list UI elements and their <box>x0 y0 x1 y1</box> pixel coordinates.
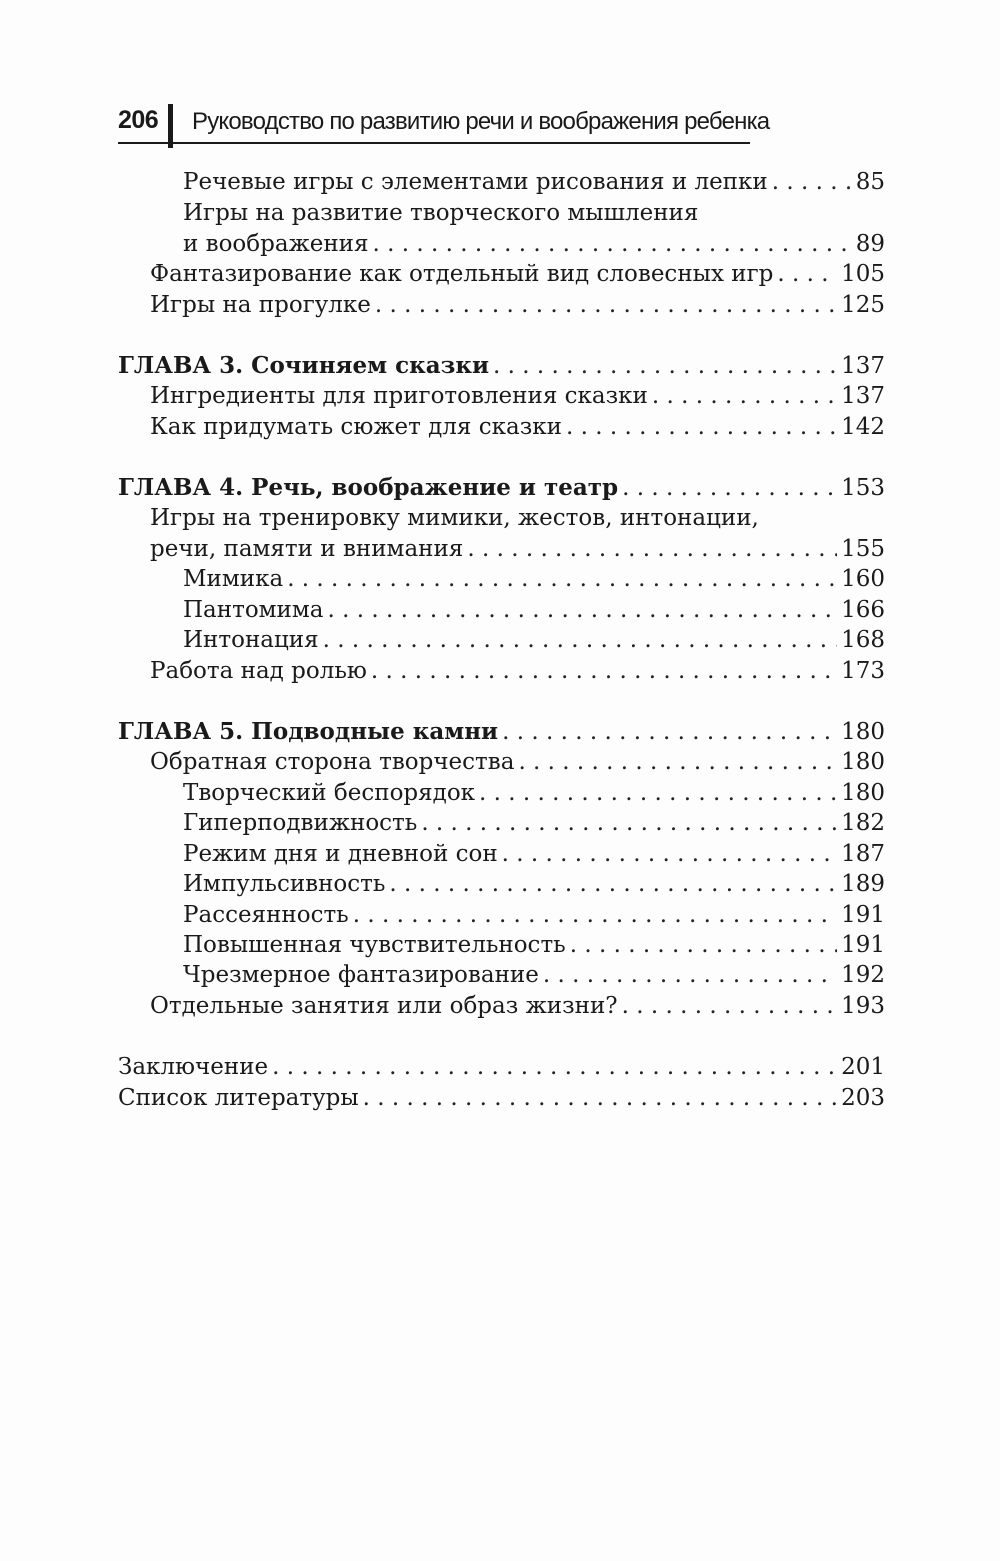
toc-entry[interactable] <box>150 290 885 320</box>
toc-entry-page: 173 <box>841 658 885 684</box>
toc-entry-page: 180 <box>841 749 885 775</box>
toc-entry-page: 153 <box>841 475 885 501</box>
toc-entry[interactable] <box>118 1083 885 1113</box>
toc-entry-page: 137 <box>841 353 885 379</box>
toc-entry[interactable] <box>183 930 885 960</box>
toc-entry-page: 142 <box>841 414 885 440</box>
toc-entry[interactable] <box>183 839 885 869</box>
toc-entry-label: Режим дня и дневной сон <box>183 841 498 867</box>
toc-entry-page: 137 <box>841 383 885 409</box>
toc-entry-label: Повышенная чувствительность <box>183 932 566 958</box>
toc-entry-page: 160 <box>841 566 885 592</box>
toc-entry[interactable] <box>183 229 885 259</box>
toc-entry-label: Игры на прогулке <box>150 292 371 318</box>
toc-entry-page: 203 <box>841 1085 885 1111</box>
toc-entry-page: 125 <box>841 292 885 318</box>
toc-leader-dots <box>272 1052 837 1082</box>
toc-chapter-label: ГЛАВА 3. Сочиняем сказки <box>118 352 489 379</box>
toc-entry-label: Интонация <box>183 627 319 653</box>
toc-leader-dots <box>479 778 837 808</box>
toc-leader-dots <box>353 900 837 930</box>
toc-entry[interactable] <box>150 991 885 1021</box>
book-title: Руководство по развитию речи и воображения ребенка <box>192 108 770 135</box>
toc-entry[interactable] <box>183 960 885 990</box>
toc-entry-page: 193 <box>841 993 885 1019</box>
toc-leader-dots <box>518 747 837 777</box>
toc-entry-label: Речевые игры с элементами рисования и лепки <box>183 169 768 195</box>
toc-entry[interactable] <box>150 656 885 686</box>
toc-leader-dots <box>375 290 837 320</box>
toc-chapter[interactable] <box>118 473 885 503</box>
toc-entry-page: 166 <box>841 597 885 623</box>
toc-entry-page: 155 <box>841 536 885 562</box>
toc-entry-page: 201 <box>841 1054 885 1080</box>
toc-entry-label: Импульсивность <box>183 871 386 897</box>
toc-leader-dots <box>570 930 837 960</box>
toc-entry-page: 191 <box>841 932 885 958</box>
toc-entry[interactable] <box>150 381 885 411</box>
toc-entry-label: Список литературы <box>118 1085 359 1111</box>
toc-leader-dots <box>389 869 837 899</box>
toc-entry-label: Ингредиенты для приготовления сказки <box>150 383 648 409</box>
toc-leader-dots <box>328 595 838 625</box>
toc-entry-label: Творческий беспорядок <box>183 780 476 806</box>
toc-leader-dots <box>777 259 837 289</box>
toc-entry-page: 180 <box>841 780 885 806</box>
running-header <box>118 102 770 142</box>
toc-chapter-label: ГЛАВА 4. Речь, воображение и театр <box>118 474 619 501</box>
toc-entry[interactable] <box>183 595 885 625</box>
toc-leader-dots <box>502 839 837 869</box>
toc-leader-dots <box>363 1083 837 1113</box>
toc-entry[interactable] <box>183 808 885 838</box>
toc-entry[interactable] <box>150 412 885 442</box>
toc-entry-label: Мимика <box>183 566 284 592</box>
toc-leader-dots <box>543 960 837 990</box>
toc-leader-dots <box>287 564 837 594</box>
toc-leader-dots <box>622 473 837 503</box>
toc-chapter-label: ГЛАВА 5. Подводные камни <box>118 718 499 745</box>
toc-entry-page: 89 <box>855 231 885 257</box>
toc-entry-label: Заключение <box>118 1054 269 1080</box>
toc-entry-page: 191 <box>841 902 885 928</box>
toc-entry[interactable] <box>118 1052 885 1082</box>
toc-entry-label-line: Игры на тренировку мимики, жестов, интонации, <box>150 505 759 531</box>
toc-entry[interactable] <box>150 259 885 289</box>
toc-entry-page: 187 <box>841 841 885 867</box>
page-number: 206 <box>118 106 159 134</box>
toc-entry-page: 85 <box>855 169 885 195</box>
toc-entry-label: Фантазирование как отдельный вид словесных игр <box>150 261 774 287</box>
toc-leader-dots <box>467 534 837 564</box>
toc-entry[interactable] <box>183 869 885 899</box>
toc-entry-label: Рассеянность <box>183 902 349 928</box>
toc-chapter[interactable] <box>118 717 885 747</box>
toc-leader-dots <box>566 412 837 442</box>
toc-leader-dots <box>493 351 837 381</box>
toc-entry-page: 105 <box>841 261 885 287</box>
toc-entry-page: 189 <box>841 871 885 897</box>
toc-entry-page: 180 <box>841 719 885 745</box>
toc-entry-page: 192 <box>841 962 885 988</box>
toc-entry-label: Пантомима <box>183 597 324 623</box>
toc-entry-label: Гиперподвижность <box>183 810 418 836</box>
toc-entry-page: 182 <box>841 810 885 836</box>
toc-leader-dots <box>502 717 837 747</box>
toc-entry-label: речи, памяти и внимания <box>150 536 464 562</box>
toc-entry-label: и воображения <box>183 231 369 257</box>
toc-leader-dots <box>421 808 837 838</box>
toc-entry-label: Работа над ролью <box>150 658 367 684</box>
toc-entry-page: 168 <box>841 627 885 653</box>
toc-entry-label: Отдельные занятия или образ жизни? <box>150 993 618 1019</box>
toc-leader-dots <box>652 381 837 411</box>
toc-entry[interactable] <box>150 747 885 777</box>
toc-entry-label-line: Игры на развитие творческого мышления <box>183 200 699 226</box>
toc-leader-dots <box>373 229 852 259</box>
toc-entry[interactable] <box>183 167 885 197</box>
toc-entry[interactable] <box>183 564 885 594</box>
toc-entry-label: Как придумать сюжет для сказки <box>150 414 562 440</box>
header-rule <box>118 142 750 144</box>
toc-entry-label: Обратная сторона творчества <box>150 749 515 775</box>
toc-entry[interactable] <box>183 900 885 930</box>
toc-leader-dots <box>772 167 852 197</box>
toc-chapter[interactable] <box>118 351 885 381</box>
toc-entry[interactable] <box>150 534 885 564</box>
toc-entry[interactable] <box>183 778 885 808</box>
toc-leader-dots <box>371 656 837 686</box>
toc-leader-dots <box>622 991 837 1021</box>
toc-entry[interactable] <box>183 625 885 655</box>
toc-entry-label: Чрезмерное фантазирование <box>183 962 539 988</box>
toc-leader-dots <box>323 625 837 655</box>
